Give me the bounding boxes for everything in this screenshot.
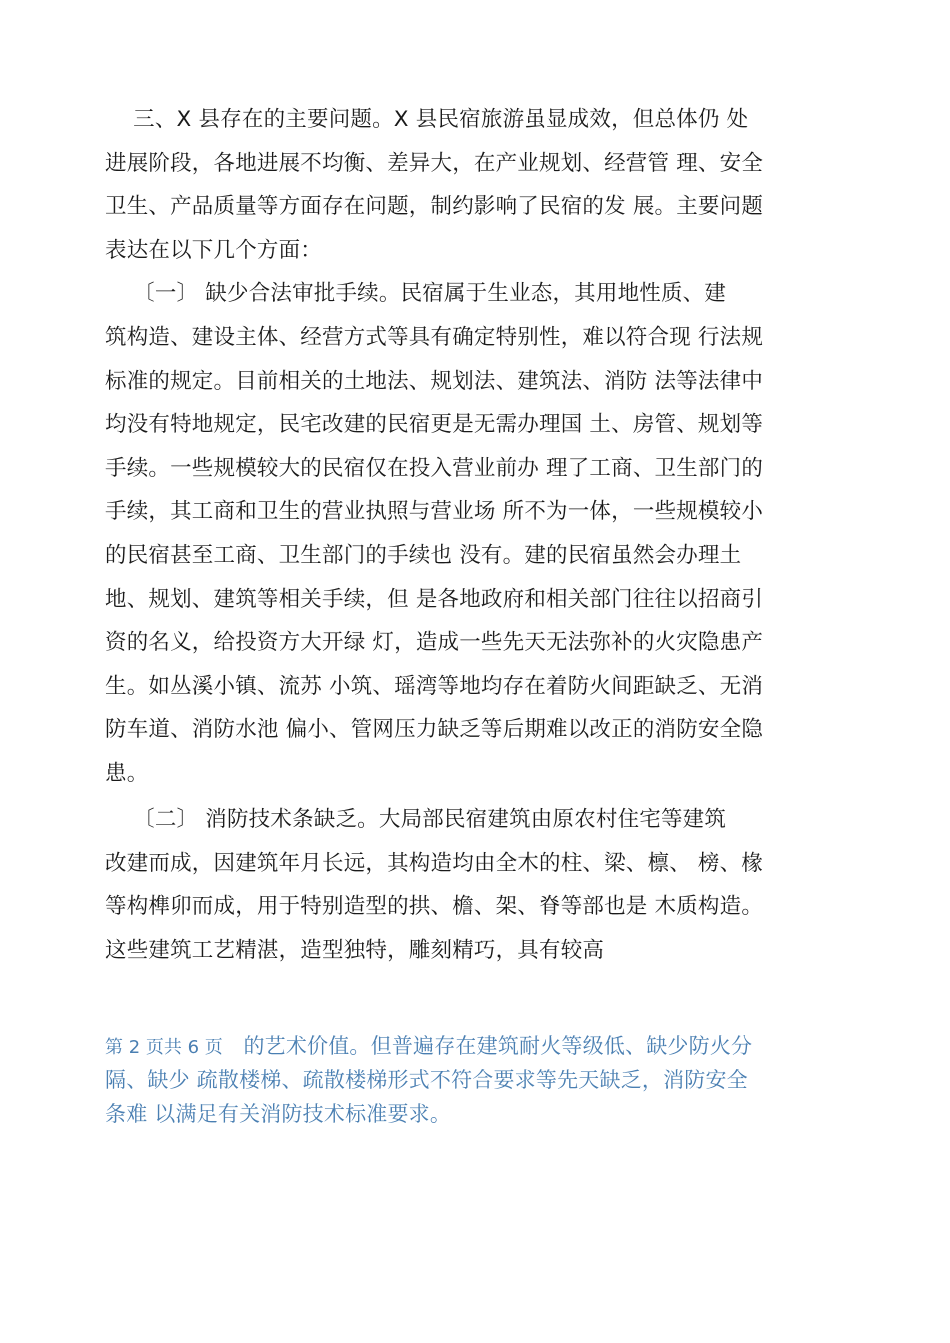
paragraph-line: 筑构造、建设主体、经营方式等具有确定特别性，难以符合现 行法规	[105, 324, 764, 350]
footer-line: 条难 以满足有关消防技术标准要求。	[105, 1102, 452, 1126]
paragraph-line: 资的名义，给投资方大开绿 灯，造成一些先天无法弥补的火灾隐患产	[105, 630, 764, 656]
paragraph-line: 手续。一些规模较大的民宿仅在投入营业前办 理了工商、卫生部门的	[105, 455, 764, 481]
page-number: 第 2 页共 6 页	[105, 1037, 223, 1058]
section-fire-tech	[105, 798, 830, 972]
paragraph-line: 〔二〕 消防技术条缺乏。大局部民宿建筑由原农村住宅等建筑	[105, 807, 727, 832]
paragraph-line: 进展阶段，各地进展不均衡、差异大，在产业规划、经营管 理、安全	[105, 150, 764, 176]
page-footer	[105, 1029, 830, 1131]
paragraph-line: 均没有特地规定，民宅改建的民宿更是无需办理国 土、房管、规划等	[105, 412, 764, 438]
paragraph-line: 这些建筑工艺精湛，造型独特，雕刻精巧，具有较高	[105, 937, 605, 963]
paragraph-line: 改建而成，因建筑年月长远，其构造均由全木的柱、梁、檩、 榜、椽	[105, 850, 764, 876]
paragraph-line: 卫生、产品质量等方面存在问题，制约影响了民宿的发 展。主要问题	[105, 194, 764, 220]
paragraph-line: 标准的规定。目前相关的土地法、规划法、建筑法、消防 法等法律中	[105, 368, 764, 394]
paragraph-line: 防车道、消防水池 偏小、管网压力缺乏等后期难以改正的消防安全隐	[105, 717, 764, 743]
paragraph-line: 患。	[105, 760, 149, 786]
paragraph-line: 地、规划、建筑等相关手续，但 是各地政府和相关部门往往以招商引	[105, 586, 764, 612]
section-main-issues	[105, 98, 830, 796]
footer-continued-text: 的艺术价值。但普遍存在建筑耐火等级低、缺少防火分	[243, 1034, 753, 1058]
paragraph-line: 三、X 县存在的主要问题。X 县民宿旅游虽显成效，但总体仍 处	[105, 107, 749, 132]
footer-line	[105, 1029, 830, 1063]
paragraph-line: 表达在以下几个方面：	[105, 237, 323, 263]
footer-line: 隔、缺少 疏散楼梯、疏散楼梯形式不符合要求等先天缺乏，消防安全	[105, 1068, 748, 1092]
paragraph-line: 手续，其工商和卫生的营业执照与营业场 所不为一体，一些规模较小	[105, 499, 764, 525]
paragraph-line: 生。如丛溪小镇、流苏 小筑、瑶湾等地均存在着防火间距缺乏、无消	[105, 673, 764, 699]
paragraph-line: 〔一〕 缺少合法审批手续。民宿属于生业态，其用地性质、建	[105, 281, 727, 307]
paragraph-line: 的民宿甚至工商、卫生部门的手续也 没有。建的民宿虽然会办理土	[105, 542, 742, 568]
paragraph-line: 等构榫卯而成，用于特别造型的拱、檐、架、脊等部也是 木质构造。	[105, 894, 764, 920]
